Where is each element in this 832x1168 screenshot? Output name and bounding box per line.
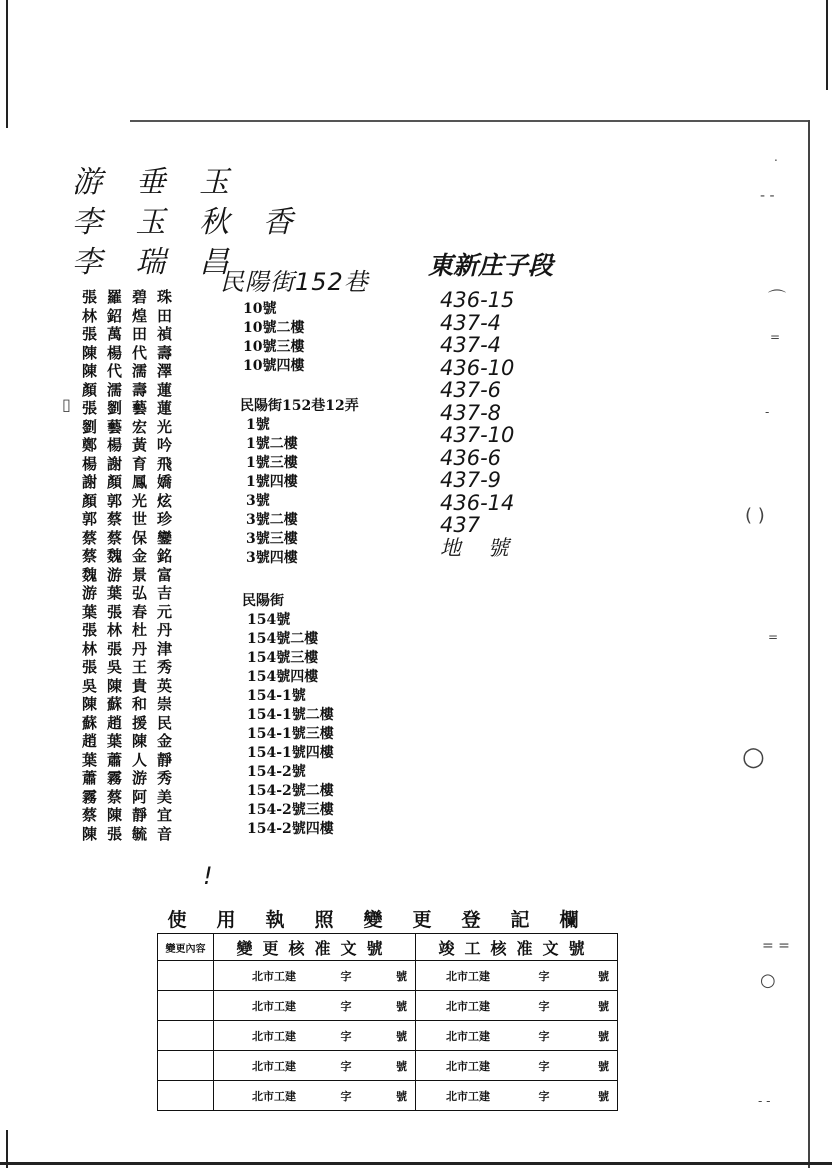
address-item: 10號二樓 — [243, 320, 305, 336]
scan-frame-left — [6, 0, 8, 128]
scan-speck: - - — [758, 1094, 771, 1108]
address-item: 10號四樓 — [243, 358, 305, 374]
table-cell — [158, 1051, 214, 1081]
cell-prefix: 北市工建 — [252, 1059, 296, 1073]
scan-speck: ▯ — [62, 395, 71, 414]
table-header-row — [158, 934, 618, 961]
parcel-number: 436-15 — [440, 288, 515, 312]
cell-suffix: 號 — [598, 1059, 610, 1073]
address-item: 154-1號四樓 — [247, 745, 334, 761]
list-item: 蔡魏金銘 — [82, 547, 183, 565]
cell-char: 字 — [538, 999, 550, 1013]
table-cell — [158, 1081, 214, 1111]
scan-speck: ⌒ — [768, 289, 786, 310]
list-item: 顏郭光炫 — [82, 491, 183, 510]
license-change-table — [157, 904, 618, 1111]
column-header-change-approval: 變更核准文號 — [214, 934, 416, 961]
scan-speck: ○ — [742, 742, 765, 772]
cell-char: 字 — [340, 1089, 352, 1103]
address-item: 1號 — [246, 417, 270, 433]
scan-speck: = — [770, 330, 781, 344]
cell-suffix: 號 — [396, 969, 407, 983]
list-item: 陳代濡澤 — [82, 362, 183, 380]
list-item: 張劉藝蓮 — [82, 399, 183, 417]
table-cell — [416, 1021, 618, 1051]
cell-char: 字 — [340, 969, 352, 983]
list-item: 蕭霧游秀 — [82, 769, 183, 787]
address-item: 154號三樓 — [247, 650, 319, 666]
cell-char: 字 — [538, 1029, 550, 1043]
cell-suffix: 號 — [396, 999, 407, 1013]
list-item: 陳楊代壽 — [82, 343, 183, 362]
table-row — [158, 1021, 618, 1051]
handwritten-name: 李 玉 秋 香 — [72, 205, 305, 240]
cell-suffix: 號 — [598, 999, 610, 1013]
list-item: 魏游景富 — [82, 565, 183, 584]
parcel-number: 437-4 — [440, 310, 502, 335]
cell-suffix: 號 — [396, 1029, 407, 1043]
street-heading: 民陽街152巷 — [220, 268, 369, 296]
table-title: 使用執照變更登記欄 — [167, 909, 609, 931]
parcel-number-list — [440, 290, 519, 560]
address-item: 1號二樓 — [246, 436, 298, 452]
parcel-number: 437-9 — [440, 468, 502, 492]
address-section-heading: 民陽街 — [242, 593, 284, 609]
address-item: 154-2號二樓 — [247, 783, 334, 799]
list-item: 張吳王秀 — [82, 658, 183, 676]
parcel-number: 436-10 — [440, 355, 515, 380]
column-header-change-content: 變更內容 — [158, 934, 214, 961]
scan-speck: - - — [760, 188, 775, 204]
typed-names-list — [82, 290, 182, 845]
list-item: 葉張春元 — [82, 602, 183, 621]
address-item: 3號四樓 — [246, 550, 298, 566]
cell-prefix: 北市工建 — [252, 1029, 296, 1043]
list-item: 楊謝育飛 — [82, 454, 183, 473]
cell-prefix: 北市工建 — [252, 999, 296, 1013]
list-item: 郭蔡世珍 — [82, 510, 183, 528]
list-item: 霧蔡阿美 — [82, 787, 183, 806]
address-item: 10號 — [243, 301, 277, 317]
list-item: 蔡陳靜宜 — [82, 806, 183, 824]
cell-prefix: 北市工建 — [446, 1059, 490, 1073]
table-row — [158, 1051, 618, 1081]
list-item: 張林杜丹 — [82, 621, 183, 639]
table-cell — [214, 1051, 416, 1081]
cell-prefix: 北市工建 — [252, 1089, 296, 1103]
address-item: 154號二樓 — [247, 631, 319, 647]
address-section-heading: 民陽街152巷12弄 — [240, 398, 359, 414]
address-list — [242, 593, 334, 837]
list-item: 葉蕭人靜 — [82, 750, 183, 769]
scan-speck: = = — [762, 938, 790, 954]
cell-suffix: 號 — [598, 1089, 610, 1103]
parcel-number: 437-4 — [440, 333, 502, 357]
list-item: 陳蘇和崇 — [82, 695, 183, 713]
cell-char: 字 — [340, 1059, 352, 1073]
table-cell — [158, 1021, 214, 1051]
cell-prefix: 北市工建 — [446, 999, 490, 1013]
table-cell — [214, 991, 416, 1021]
cell-char: 字 — [538, 1089, 550, 1103]
cell-suffix: 號 — [396, 1089, 407, 1103]
cell-prefix: 北市工建 — [446, 969, 490, 983]
list-item: 趙葉陳金 — [82, 732, 183, 750]
parcel-number: 地 號 — [440, 535, 519, 560]
address-item: 154-2號 — [247, 764, 306, 780]
table-cell — [416, 1081, 618, 1111]
list-item: 顏濡壽蓮 — [82, 380, 183, 399]
list-item: 鄭楊黃吟 — [82, 436, 183, 454]
list-item: 游葉弘吉 — [82, 584, 183, 602]
parcel-number: 436-6 — [440, 445, 502, 470]
scan-frame-right — [808, 120, 810, 1168]
list-item: 張萬田禎 — [82, 325, 183, 343]
cell-char: 字 — [340, 999, 352, 1013]
address-item: 10號三樓 — [243, 339, 305, 355]
list-item: 林張丹津 — [82, 639, 183, 658]
address-list — [243, 302, 304, 378]
address-item: 1號三樓 — [246, 455, 298, 471]
address-item: 3號二樓 — [246, 512, 298, 528]
cell-char: 字 — [340, 1029, 352, 1043]
list-item: 蔡蔡保鑾 — [82, 528, 183, 547]
column-header-completion-approval: 竣工核准文號 — [416, 934, 618, 961]
list-item: 張羅碧珠 — [82, 288, 183, 306]
cell-suffix: 號 — [396, 1059, 407, 1073]
parcel-number: 437-8 — [440, 400, 502, 425]
address-item: 3號 — [246, 493, 270, 509]
cell-prefix: 北市工建 — [446, 1029, 490, 1043]
scan-speck: = — [768, 630, 779, 644]
list-item: 陳張毓音 — [82, 824, 183, 843]
address-item: 154-1號三樓 — [247, 726, 334, 742]
parcel-heading: 東新庄子段 — [428, 251, 554, 280]
list-item: 林鉊煌田 — [82, 306, 183, 325]
table-cell — [158, 961, 214, 991]
table-row — [158, 991, 618, 1021]
table-cell — [158, 991, 214, 1021]
parcel-number: 437-10 — [440, 423, 515, 447]
address-item: 154-2號三樓 — [247, 802, 334, 818]
scan-speck: ○ — [760, 970, 776, 991]
table-cell — [214, 1021, 416, 1051]
cell-prefix: 北市工建 — [446, 1089, 490, 1103]
address-item: 154號四樓 — [247, 669, 319, 685]
scan-frame-bottom — [0, 1162, 832, 1165]
cell-char: 字 — [538, 969, 550, 983]
table-cell — [416, 961, 618, 991]
list-item: 吳陳貴英 — [82, 676, 183, 695]
parcel-number: 437 — [440, 513, 481, 537]
table-row — [158, 1081, 618, 1111]
table-title-row — [158, 904, 618, 934]
list-item: 蘇趙援民 — [82, 713, 183, 732]
parcel-number: 437-6 — [440, 378, 502, 402]
cell-suffix: 號 — [598, 969, 610, 983]
address-item: 154-1號二樓 — [247, 707, 334, 723]
address-item: 154號 — [247, 612, 291, 628]
table-cell — [416, 1051, 618, 1081]
cell-char: 字 — [538, 1059, 550, 1073]
address-item: 1號四樓 — [246, 474, 298, 490]
handwritten-name: 游 垂 玉 — [72, 165, 242, 200]
scan-frame-corner — [826, 0, 828, 90]
table-cell — [416, 991, 618, 1021]
scan-speck: . — [774, 150, 778, 164]
margin-mark: ! — [203, 862, 213, 890]
address-item: 154-2號四樓 — [247, 821, 334, 837]
handwritten-name: 李 瑞 昌 — [72, 245, 242, 280]
table-cell — [214, 961, 416, 991]
cell-suffix: 號 — [598, 1029, 610, 1043]
scan-frame-top — [130, 120, 810, 122]
table-row — [158, 961, 618, 991]
scan-speck: - — [765, 405, 770, 419]
parcel-number: 436-14 — [440, 490, 515, 515]
address-item: 154-1號 — [247, 688, 306, 704]
list-item: 謝顏鳳嬌 — [82, 473, 183, 491]
table-cell — [214, 1081, 416, 1111]
cell-prefix: 北市工建 — [252, 969, 296, 983]
address-item: 3號三樓 — [246, 531, 298, 547]
list-item: 劉藝宏光 — [82, 417, 183, 436]
address-list — [240, 398, 359, 566]
scan-speck: ( ) — [745, 505, 765, 526]
